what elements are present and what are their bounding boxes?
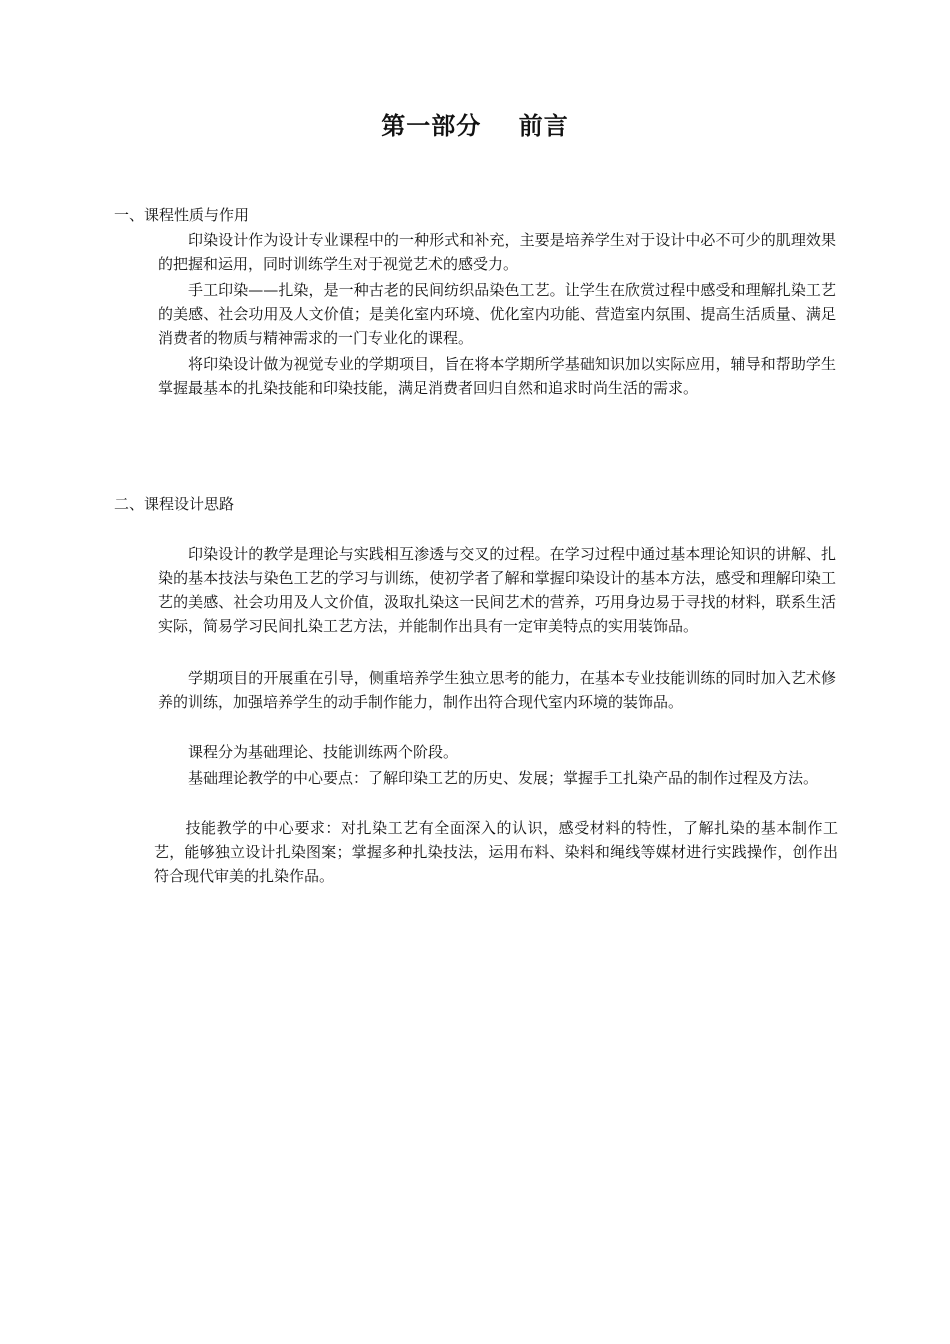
paragraph: 手工印染——扎染，是一种古老的民间纺织品染色工艺。让学生在欣赏过程中感受和理解扎染工艺的美感、社会功用及人文价值；是美化室内环境、优化室内功能、营造室内氛围、提高生活质量、满足消费者的物质与精神需求的一门专业化的课程。 — [158, 281, 836, 347]
paragraph: 课程分为基础理论、技能训练两个阶段。 — [188, 743, 459, 761]
paragraph: 学期项目的开展重在引导，侧重培养学生独立思考的能力，在基本专业技能训练的同时加入艺术修养的训练，加强培养学生的动手制作能力，制作出符合现代室内环境的装饰品。 — [158, 669, 836, 711]
page-title: 第一部分 前言 — [381, 112, 569, 140]
paragraph: 基础理论教学的中心要点：了解印染工艺的历史、发展；掌握手工扎染产品的制作过程及方法。 — [188, 769, 819, 787]
section-heading-nature: 一、课程性质与作用 — [114, 206, 250, 224]
section-heading-design: 二、课程设计思路 — [114, 495, 235, 513]
paragraph: 印染设计的教学是理论与实践相互渗透与交叉的过程。在学习过程中通过基本理论知识的讲解、扎染的基本技法与染色工艺的学习与训练，使初学者了解和掌握印染设计的基本方法，感受和理解印染工艺的美感、社会功用及人文价值，汲取扎染这一民间艺术的营养，巧用身边易于寻找的材料，联系生活实际，简易学习民间扎染工艺方法，并能制作出具有一定审美特点的实用装饰品。 — [158, 545, 836, 635]
paragraph: 技能教学的中心要求：对扎染工艺有全面深入的认识，感受材料的特性，了解扎染的基本制作工艺，能够独立设计扎染图案；掌握多种扎染技法，运用布料、染料和绳线等媒材进行实践操作，创作出符合现代审美的扎染作品。 — [154, 819, 838, 885]
paragraph: 将印染设计做为视觉专业的学期项目，旨在将本学期所学基础知识加以实际应用，辅导和帮助学生掌握最基本的扎染技能和印染技能，满足消费者回归自然和追求时尚生活的需求。 — [158, 355, 836, 397]
paragraph: 印染设计作为设计专业课程中的一种形式和补充，主要是培养学生对于设计中必不可少的肌理效果的把握和运用，同时训练学生对于视觉艺术的感受力。 — [158, 231, 836, 273]
